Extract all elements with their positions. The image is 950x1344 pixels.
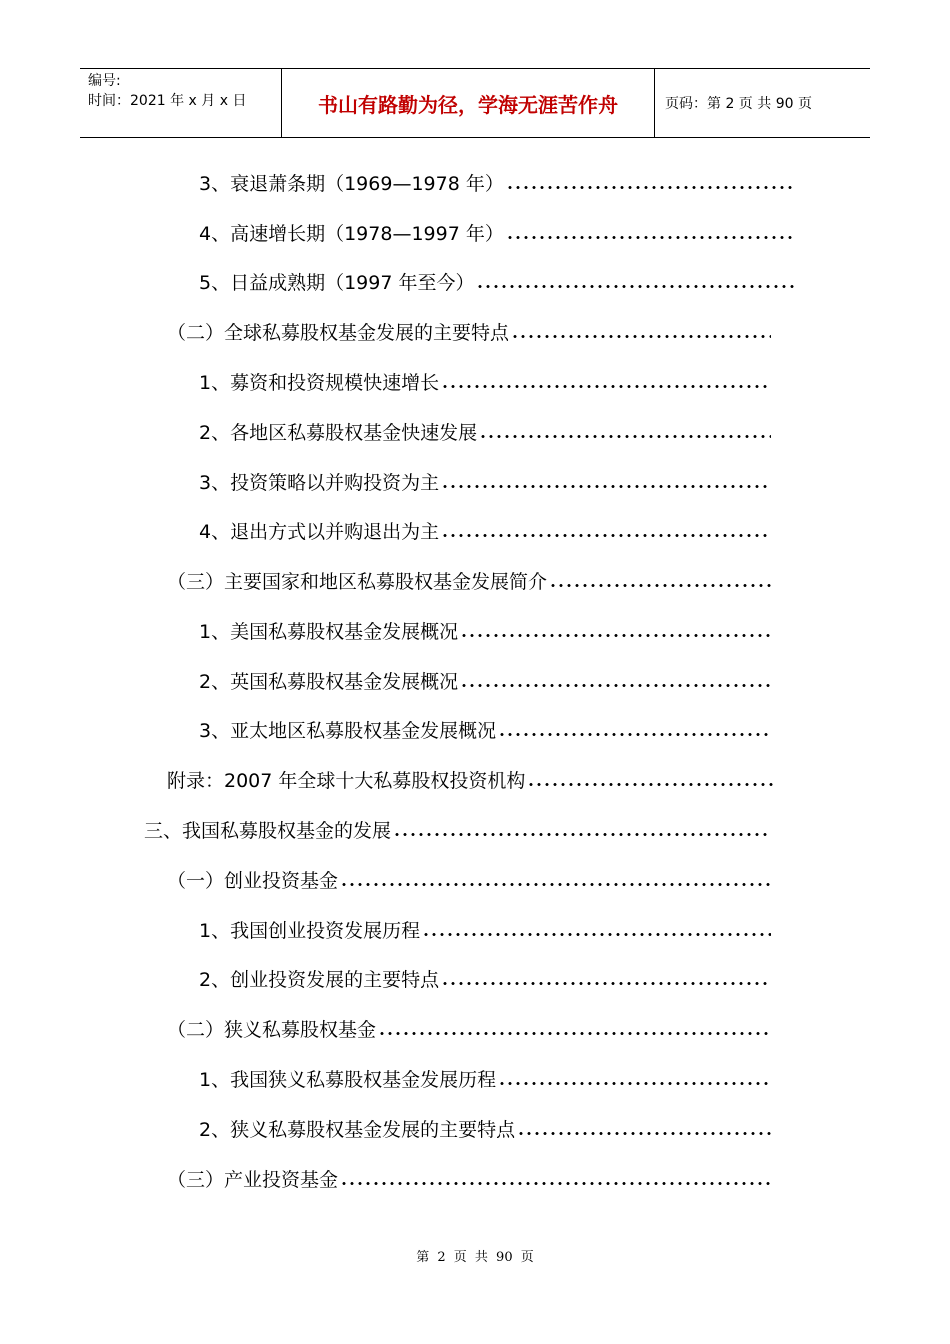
header-number-label: 编号: [88, 73, 121, 89]
header-motto: 书山有路勤为径，学海无涯苦作舟 [318, 92, 618, 117]
toc-entry[interactable] [199, 468, 771, 498]
toc-entry-text: 4、高速增长期（1978—1997 年） [199, 223, 504, 245]
toc-entry[interactable] [199, 916, 771, 946]
header-meta [80, 69, 282, 137]
toc-leader-dots [340, 883, 771, 886]
toc-leader-dots [460, 684, 771, 687]
toc-entry-text: 1、募资和投资规模快速增长 [199, 372, 440, 394]
toc-entry-text: 5、日益成熟期（1997 年至今） [199, 272, 475, 294]
toc-entry[interactable] [199, 169, 796, 199]
toc-leader-dots [498, 1082, 771, 1085]
toc-entry-text: 3、亚太地区私募股权基金发展概况 [199, 720, 497, 742]
toc-leader-dots [441, 982, 771, 985]
toc-entry[interactable] [167, 1015, 771, 1045]
toc-entry-text: 2、各地区私募股权基金快速发展 [199, 422, 478, 444]
toc-entry[interactable] [199, 418, 771, 448]
toc-entry[interactable] [144, 816, 771, 846]
toc-leader-dots [517, 1132, 771, 1135]
toc-leader-dots [441, 534, 771, 537]
header-page-info: 页码：第 2 页 共 90 页 [665, 96, 812, 112]
toc-leader-dots [506, 236, 796, 239]
toc-entry[interactable] [167, 567, 771, 597]
toc-leader-dots [527, 783, 775, 786]
toc-entry[interactable] [199, 368, 771, 398]
toc-entry[interactable] [199, 1065, 771, 1095]
toc-entry-text: （三）产业投资基金 [167, 1169, 339, 1191]
toc-entry-text: 三、我国私募股权基金的发展 [144, 820, 392, 842]
header-time-label: 时间：2021 年 x 月 x 日 [88, 93, 247, 109]
toc-leader-dots [422, 933, 771, 936]
page-footer: 第 2 页 共 90 页 [416, 1250, 534, 1265]
page-header [80, 68, 870, 138]
toc-entry[interactable] [167, 318, 771, 348]
toc-leader-dots [393, 833, 771, 836]
toc-entry-text: 附录：2007 年全球十大私募股权投资机构 [167, 770, 526, 792]
toc-leader-dots [498, 733, 771, 736]
toc-leader-dots [476, 285, 796, 288]
toc-entry-text: 2、创业投资发展的主要特点 [199, 969, 440, 991]
toc-entry[interactable] [199, 1115, 771, 1145]
toc-entry[interactable] [167, 866, 771, 896]
toc-leader-dots [506, 186, 796, 189]
toc-entry-text: 1、美国私募股权基金发展概况 [199, 621, 459, 643]
toc-entry-text: （一）创业投资基金 [167, 870, 339, 892]
toc-leader-dots [479, 435, 771, 438]
toc-entry-text: 3、投资策略以并购投资为主 [199, 472, 440, 494]
header-motto-cell [282, 69, 655, 137]
toc-entry[interactable] [199, 268, 796, 298]
toc-entry-text: 3、衰退萧条期（1969—1978 年） [199, 173, 504, 195]
toc-entry[interactable] [199, 219, 796, 249]
toc-entry-text: 1、我国狭义私募股权基金发展历程 [199, 1069, 497, 1091]
toc-leader-dots [441, 485, 771, 488]
toc-leader-dots [549, 584, 771, 587]
toc-leader-dots [378, 1032, 771, 1035]
toc-leader-dots [460, 634, 771, 637]
toc-entry-text: 1、我国创业投资发展历程 [199, 920, 421, 942]
toc-leader-dots [441, 385, 771, 388]
toc-entry-text: 4、退出方式以并购退出为主 [199, 521, 440, 543]
toc-entry[interactable] [199, 617, 771, 647]
toc-entry-text: （三）主要国家和地区私募股权基金发展简介 [167, 571, 548, 593]
toc-entry[interactable] [199, 667, 771, 697]
toc-entry[interactable] [199, 965, 771, 995]
toc-entry[interactable] [199, 517, 771, 547]
toc-entry-text: （二）狭义私募股权基金 [167, 1019, 377, 1041]
toc-entry-text: 2、英国私募股权基金发展概况 [199, 671, 459, 693]
toc-entry-text: （二）全球私募股权基金发展的主要特点 [167, 322, 510, 344]
toc-entry-text: 2、狭义私募股权基金发展的主要特点 [199, 1119, 516, 1141]
toc-leader-dots [340, 1182, 771, 1185]
toc-entry[interactable] [199, 716, 771, 746]
toc-entry[interactable] [167, 1165, 771, 1195]
toc-leader-dots [511, 335, 771, 338]
toc-entry[interactable] [167, 766, 775, 796]
